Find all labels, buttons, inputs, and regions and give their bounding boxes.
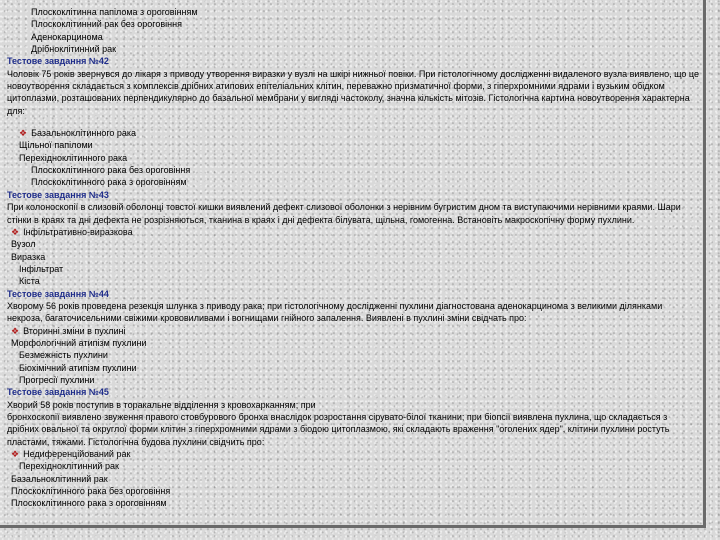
task-title: Тестове завдання №44 xyxy=(7,288,109,299)
option-item: Аденокарцинома xyxy=(31,31,103,42)
option-item: Плоскоклітинного рака з ороговінням xyxy=(11,498,167,509)
option-item: Плоскоклітинна папілома з ороговінням xyxy=(31,7,198,17)
option-item: Дрібноклітинний рак xyxy=(31,44,117,55)
option-item: Кіста xyxy=(19,276,40,287)
option-item: Плоскоклітинного рака з ороговінням xyxy=(31,177,187,188)
option-item: Перехідноклітинний рак xyxy=(19,461,119,472)
task-title: Тестове завдання №43 xyxy=(7,189,109,200)
answer-text: Інфільтративно-виразкова xyxy=(23,226,133,237)
answer-item xyxy=(7,226,699,238)
task-title: Тестове завдання №42 xyxy=(7,56,109,67)
diamond-bullet-icon: ❖ xyxy=(11,325,20,336)
diamond-bullet-icon: ❖ xyxy=(11,226,20,237)
option-item: Плоскоклітинний рак без ороговіння xyxy=(31,19,182,30)
slide-content xyxy=(7,6,699,510)
option-item: Базальноклітинний рак xyxy=(11,473,108,484)
spacer xyxy=(7,117,699,127)
option-item: Біохімічний атипізм пухлини xyxy=(19,362,137,373)
option-item: Плоскоклітинного рака без ороговіння xyxy=(31,165,191,176)
option-item: Безмежність пухлини xyxy=(19,350,108,361)
option-item: Щільної папіломи xyxy=(19,140,93,151)
task-question: бронхоскопії виявлено звуження правого стовбурового бронха внаслідок розростання сірувато-білої тканини; при біопсії виявлена пухлина, що складається з дрібних овальної та округлої форми клітин з гіперхромними ядрами з біодою цитоплазмою, які складають враження "оголених ядер", клітини пухлини ростуть пластами, тяжами. Гістологічна будова пухлини свідчить про: xyxy=(7,412,670,447)
answer-text: Недиференційований рак xyxy=(23,449,131,460)
option-item: Плоскоклітинного рака без ороговіння xyxy=(11,486,171,497)
task-question: Чоловік 75 років звернувся до лікаря з приводу утворення виразки у вузлі на шкірі нижньої повіки. При гістологічному дослідженні видаленого вузла виявлено, що це новоутворення складається з комплексів дрібних атипових епітеліальних клітин, переважно призматичної форми, з гіперхромними ядрами і вузьким обідком цитоплазми, розташованих перпендикулярно до базальної мембрани у вигляді частоколу, значна кількість мітозів. Гістологічна картина новоутворення характерна для: xyxy=(7,68,699,116)
task-question: Хворому 56 років проведена резекція шлунка з приводу рака; при гістологічному дослідженні пухлини діагностована аденокарцинома з великими ділянками некроза, багаточисельними свіжими крововиливами і вогнищами гнійного запалення. Виявлені в пухлині зміни свідчать про: xyxy=(7,300,663,324)
answer-text: Базальноклітинного рака xyxy=(31,128,137,139)
answer-item xyxy=(7,325,699,337)
option-item: Виразка xyxy=(11,251,46,262)
task-title: Тестове завдання №45 xyxy=(7,387,109,398)
option-item: Інфільтрат xyxy=(19,263,64,274)
answer-text: Вторинні зміни в пухлині xyxy=(23,325,126,336)
answer-item xyxy=(7,448,699,460)
diamond-bullet-icon: ❖ xyxy=(11,449,20,460)
task-question: При колоноскопії в слизовій оболонці товстої кишки виявлений дефект слизової оболонки з нерівним бугристим дном та виступаючими нерівними краями. Шари стінки в краях та дні дефекта не розрізняються, тканина в краях і дні дефекта білувата, щільна, гомогенна. Встановіть макроскопічну форму пухлини. xyxy=(7,202,681,225)
option-item: Перехідноклітинного рака xyxy=(19,152,128,163)
diamond-bullet-icon: ❖ xyxy=(19,128,28,139)
option-item: Морфологічний атипізм пухлини xyxy=(11,337,147,348)
task-question-line: Хворий 58 років поступив в торакальне відділення з кровохарканням; при xyxy=(7,399,316,410)
answer-item xyxy=(7,127,699,139)
option-item: Вузол xyxy=(11,239,36,250)
option-item: Прогресії пухлини xyxy=(19,374,95,385)
